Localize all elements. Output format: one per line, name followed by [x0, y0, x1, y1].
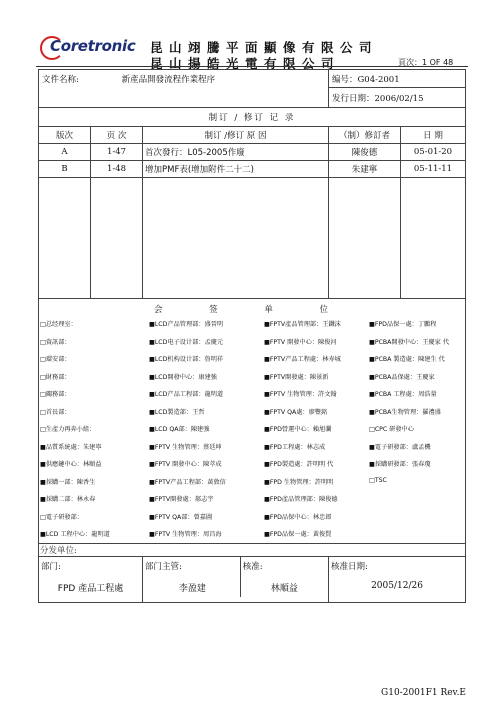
signoff-entry: ■FPTV QA部：曾嘉圖: [149, 513, 213, 521]
signoff-entry: ■FPTV產品管理部：王鐵沫: [264, 321, 341, 328]
signoff-entry: ■FPTV产品工程部：黃敦信: [149, 478, 226, 486]
signoff-entry: ■FPD品保中心：林忠郎: [264, 513, 332, 521]
signoff-entry: ■FPD工程處：林志成: [264, 443, 326, 451]
file-name-cell: [39, 70, 329, 108]
manager-label: 部门主管:: [145, 562, 182, 572]
revision-date: 05-01-20: [401, 144, 466, 161]
logo-text: Coretronic: [50, 37, 136, 55]
approve-date-label: 核准日期:: [331, 562, 368, 572]
approval-middle-cell: [143, 557, 329, 603]
signoff-row: [39, 299, 466, 544]
revision-reason: 首次發行：L05-2005作廢: [143, 144, 329, 161]
signoff-entry: ■品質系統處：朱建寧: [40, 443, 102, 451]
revision-row: [39, 144, 466, 161]
doc-number: 编号：G04-2001: [329, 70, 466, 88]
signoff-entry: □財務部：: [40, 373, 71, 381]
revision-version: B: [39, 161, 91, 178]
signoff-entry: ■電子研發部：盧孟機: [369, 443, 431, 451]
revision-author: 朱建寧: [329, 161, 401, 178]
revision-header-row: [39, 127, 466, 144]
revision-reason: 增加PMF表(增加附件二十二): [143, 161, 329, 178]
signoff-entry: ■供應鏈中心：林順益: [40, 461, 102, 468]
revision-version: A: [39, 144, 91, 161]
manager-value: 李盈建: [178, 584, 206, 594]
signoff-entry: ■採購研發部：張春瓊: [369, 461, 431, 468]
approve-label: 核准:: [242, 562, 263, 572]
revision-blank-row: [39, 178, 466, 299]
signoff-entry: ■LCD产品管理部：盛晉明: [149, 321, 224, 328]
manager-block: [145, 560, 240, 594]
revision-pages: 1-48: [91, 161, 143, 178]
company-name-2: 昆山揚皓光電有限公司: [150, 56, 341, 71]
signoff-entry: ■FPTV 生物管理：許文翰: [264, 391, 337, 398]
form-code: G10-2001F1 Rev.E: [381, 688, 466, 698]
signoff-entry: □首長部：: [40, 408, 71, 416]
col-author: （制）修訂者: [329, 127, 401, 144]
signoff-entry: ■PCBA開發中心：王慶家 代: [369, 338, 450, 346]
distribution-label: 分发单位:: [39, 544, 466, 557]
file-name-label: 文件名称:: [42, 75, 79, 85]
issue-date: 发行日期：2006/02/15: [329, 88, 466, 108]
signoff-entry: ■FPTV 開發中心：陳俊河: [264, 338, 337, 346]
signoff-entry: ■採購一部：陳香生: [40, 478, 96, 486]
page-value: 1 OF 48: [422, 58, 454, 67]
file-name-value: 新產品開發流程作業程序: [121, 75, 216, 85]
signoff-entry: ■FPD產品管理部：陳俊德: [264, 496, 338, 503]
revision-title-row: [39, 108, 466, 127]
approve-value: 林順益: [270, 584, 298, 594]
signoff-entry: ■LCD QA部：陳建強: [149, 426, 210, 433]
signoff-entry: ■FPD品保一處：丁鵬程: [369, 321, 437, 328]
revision-title: 制订 / 修订 记 录: [39, 108, 466, 127]
approve-date-value: 2005/12/26: [371, 581, 423, 591]
revision-date: 05-11-11: [401, 161, 466, 178]
header-divider: [36, 66, 468, 67]
col-version: 版次: [39, 127, 91, 144]
signoff-entry: ■FPTV 開發中心：陳萃成: [149, 461, 222, 468]
signoff-entry: □環安部：: [40, 356, 71, 363]
doc-info-row: [39, 70, 466, 88]
signoff-entry: □CPC 研發中心: [369, 426, 414, 433]
signoff-entry: ■FPD 生物管理：許明明: [264, 478, 334, 486]
col-date: 日 期: [401, 127, 466, 144]
company-logo: [42, 36, 136, 58]
col-reason: 制订 /修订 原 因: [143, 127, 329, 144]
signoff-entry: □資訊部：: [40, 338, 71, 346]
signoff-entry: ■FPD製造處：許明明 代: [264, 461, 334, 468]
signoff-entry: ■FPTV产品工程處：林寿城: [264, 356, 341, 363]
signoff-entry: ■PCBA生物管理：羅禮盛: [369, 408, 441, 416]
signoff-entry: ■FPTV 生物管理：蔡廷坤: [149, 443, 222, 451]
approval-row: [39, 557, 466, 603]
signoff-entry: ■FPTV開發處：陳景新: [264, 373, 329, 381]
signoff-entry: ■LCD製造部：王哲: [149, 408, 205, 416]
dept-value: FPD 產品工程處: [57, 584, 124, 594]
col-pages: 页 次: [91, 127, 143, 144]
signoff-entry: ■LCD机构设计部：魯明祥: [149, 356, 224, 363]
dept-cell: [39, 557, 143, 603]
approve-date-cell: [329, 557, 466, 603]
revision-pages: 1-47: [91, 144, 143, 161]
signoff-entry: □总经理室：: [40, 321, 77, 328]
distribution-row: [39, 544, 466, 557]
signoff-entry: ■LCD产品工程部：龍明道: [149, 391, 224, 398]
signoff-entry: ■PCBA 製造處：陳建生 代: [369, 356, 445, 363]
signoff-entry: ■LCD电子设计部：孟慶元: [149, 338, 224, 346]
signoff-entry: ■FPTV QA處：廖豐銘: [264, 408, 328, 416]
signoff-entry: □關務部：: [40, 391, 71, 398]
signoff-entry: ■LCD 工程中心：龍明道: [40, 531, 110, 538]
signoff-entry: □生產力再奔小組：: [40, 426, 96, 433]
signoff-entry: ■FPTV開發處：郝志宇: [149, 496, 214, 503]
signoff-entry: ■FPTV 生物管理：周昌海: [149, 531, 222, 538]
form-table: [38, 69, 466, 603]
signoff-entry: ■FPD品保一處：黃俊賢: [264, 531, 332, 538]
signoff-entry: ■採購二部：林永春: [40, 496, 96, 503]
signoff-entry: □電子研發部：: [40, 513, 83, 521]
approve-block: [240, 557, 326, 597]
signoff-entry: ■LCD開發中心：康建強: [149, 373, 217, 381]
revision-author: 陳俊德: [329, 144, 401, 161]
signoff-title: 会 签 单 位: [153, 305, 351, 315]
dept-label: 部门:: [41, 562, 61, 572]
company-name-1: 昆山翊騰平面顯像有限公司: [150, 40, 379, 55]
signoff-entry: ■PCBA 工程處：周浩量: [369, 391, 437, 398]
signoff-entry: □TSC: [369, 476, 387, 484]
page-label: 頁次：: [398, 58, 422, 67]
signoff-entry: ■FPD營運中心：賴旭瀾: [264, 426, 332, 433]
signoff-entry: ■PCBA品保處：王慶家: [369, 373, 435, 381]
revision-row: [39, 161, 466, 178]
signoff-cell: [39, 299, 466, 544]
